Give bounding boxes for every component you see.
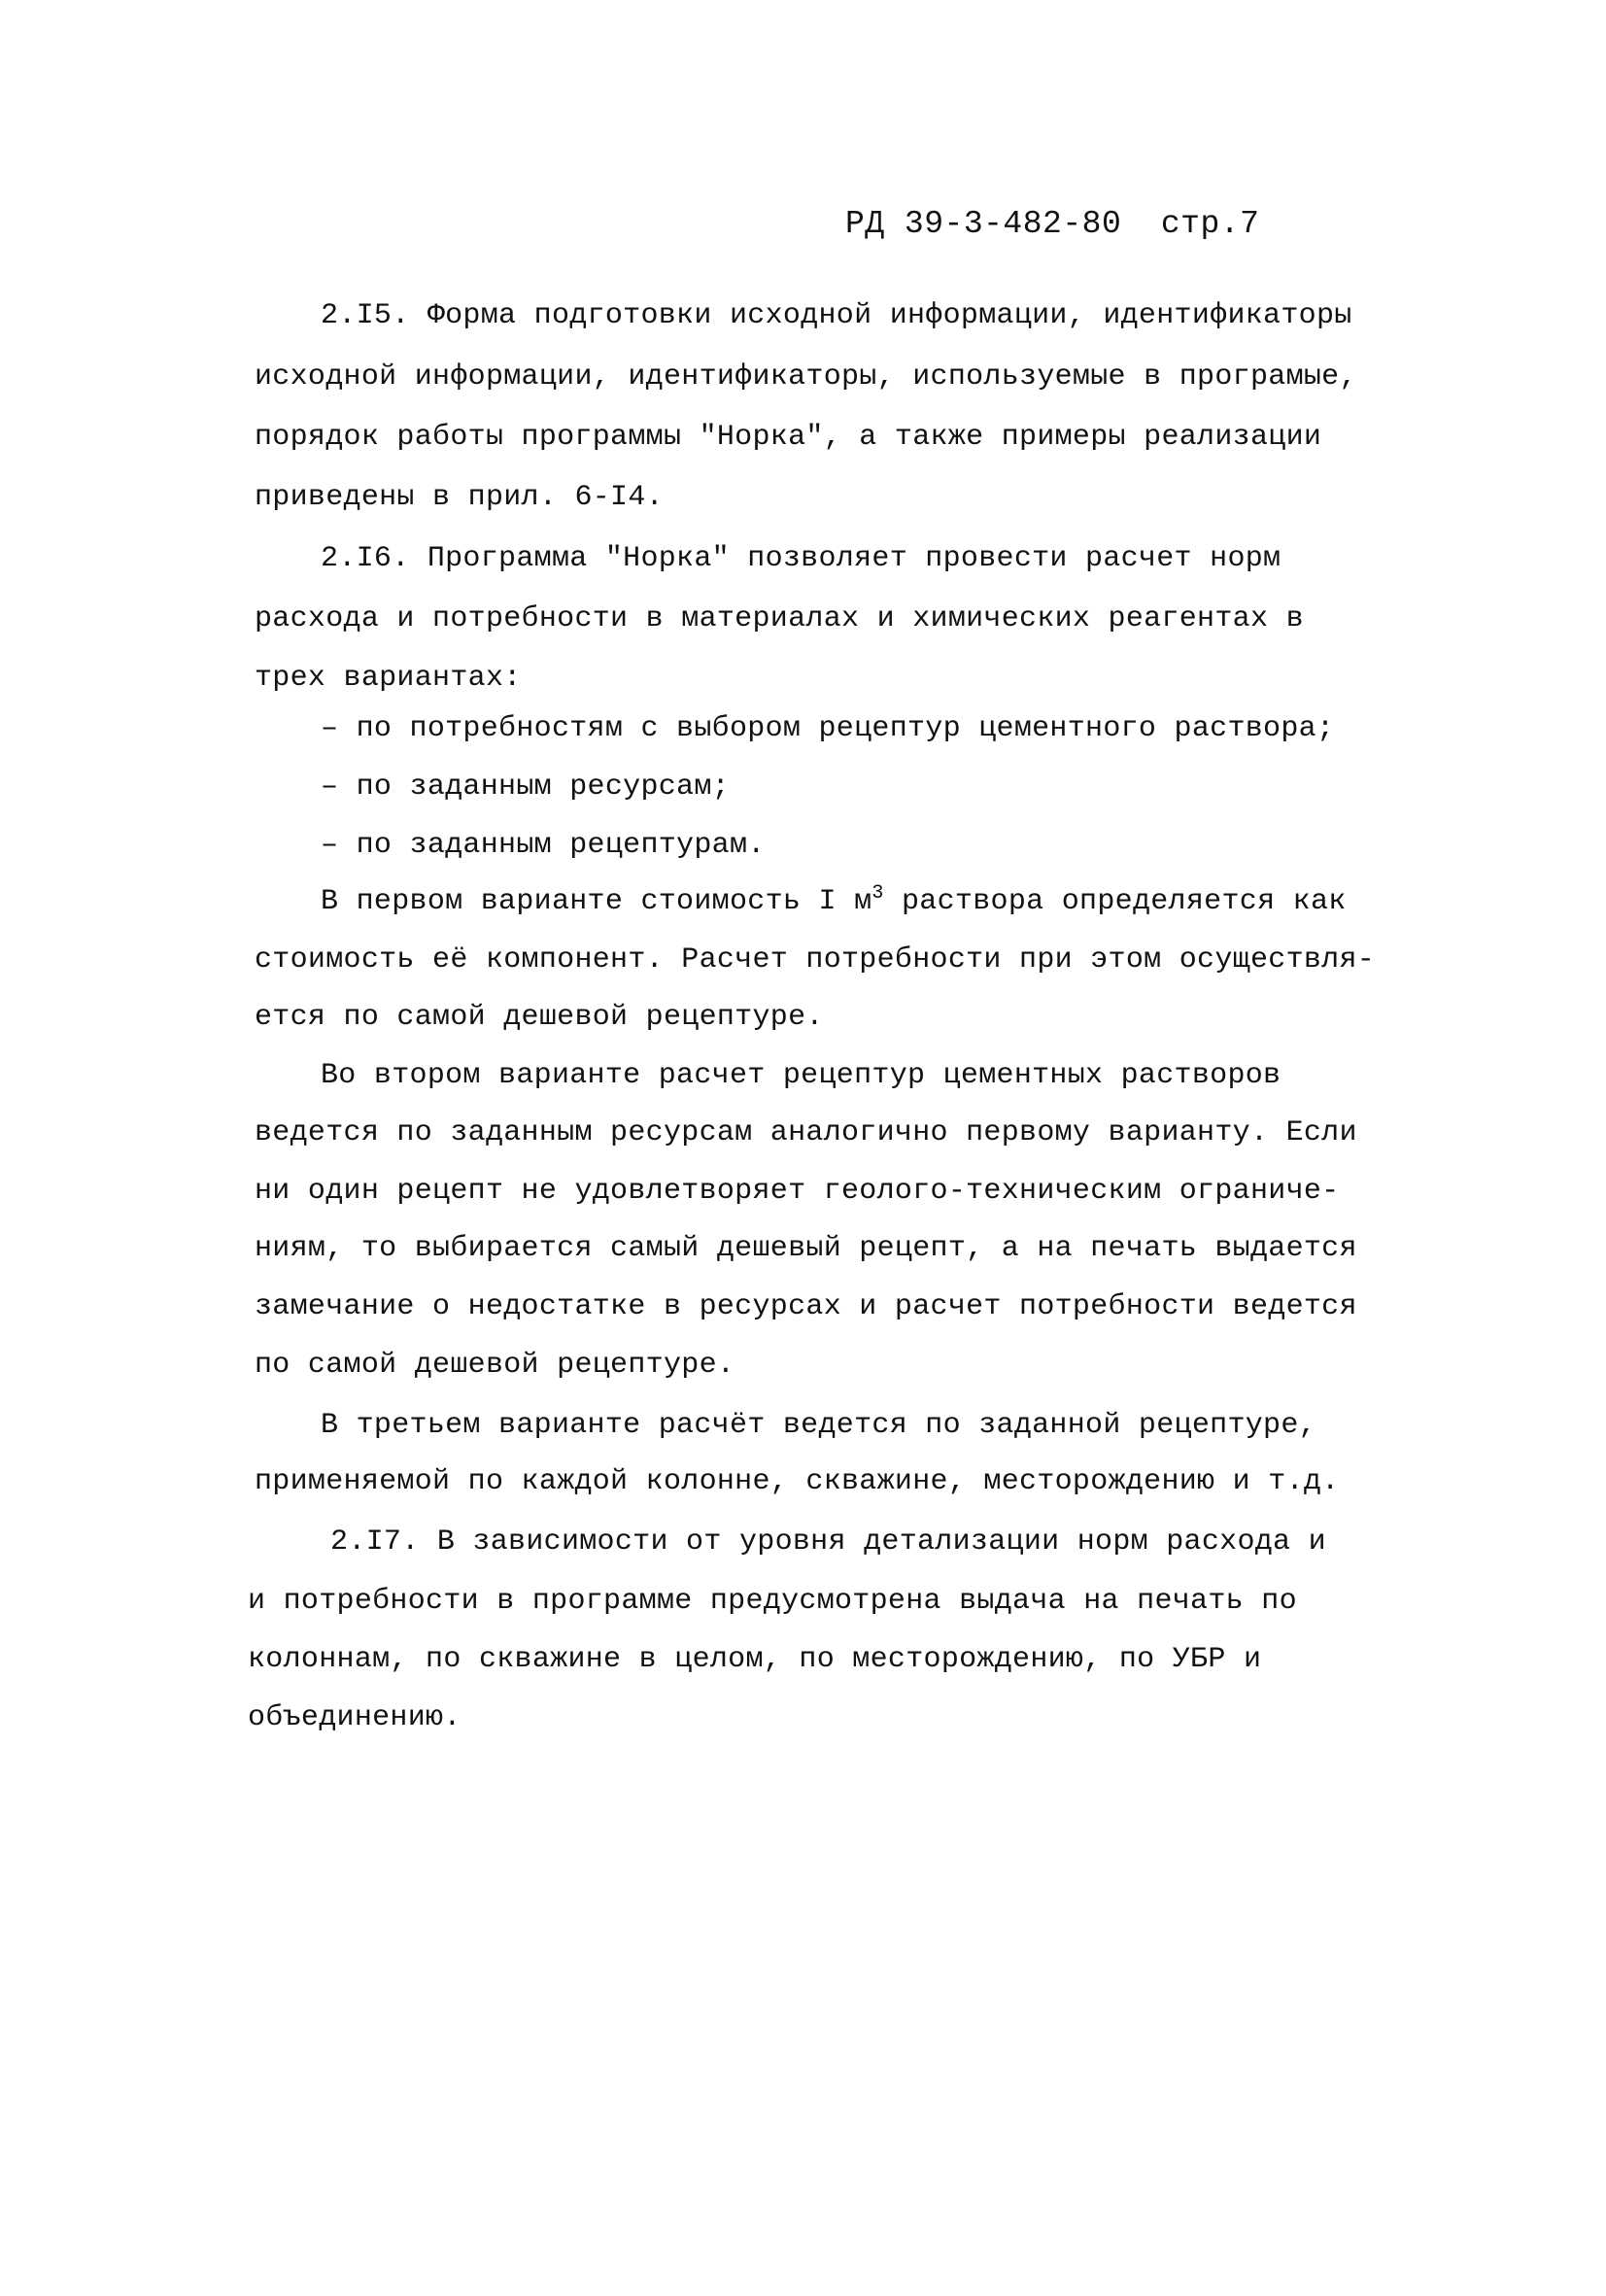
first-variant-line-1 [321, 882, 1347, 921]
second-variant-line-5: замечание о недостатке в ресурсах и расчет потребности ведется [255, 1290, 1357, 1323]
third-variant-line-2: применяемой по каждой колонне, скважине, месторождению и т.д. [255, 1465, 1340, 1498]
para-2-16-line-3: трех вариантах: [255, 662, 522, 695]
first-variant-line-1-pre: В первом варианте стоимость I м [321, 885, 872, 918]
para-2-16-line-2: расхода и потребности в материалах и химических реагентах в [255, 602, 1304, 635]
second-variant-line-2: ведется по заданным ресурсам аналогично первому варианту. Если [255, 1116, 1357, 1149]
para-2-15-line-1: 2.I5. Форма подготовки исходной информации, идентификаторы [321, 299, 1352, 332]
page-header [845, 206, 1259, 242]
para-2-17-line-3: колоннам, по скважине в целом, по месторождению, по УБР и [248, 1643, 1262, 1676]
para-2-15-line-2: исходной информации, идентификаторы, используемые в програмые, [255, 360, 1357, 394]
para-2-17-line-1: 2.I7. В зависимости от уровня детализации норм расхода и [330, 1525, 1326, 1559]
first-variant-line-3: ется по самой дешевой рецептуре. [255, 1001, 824, 1034]
para-2-17-line-4: объединению. [248, 1701, 461, 1734]
first-variant-line-1-post: раствора определяется как [883, 885, 1347, 918]
para-2-15-line-3: порядок работы программы "Норка", а также примеры реализации [255, 421, 1322, 454]
variant-item-1: – по потребностям с выбором рецептур цементного раствора; [321, 712, 1335, 745]
variant-item-3: – по заданным рецептурам. [321, 829, 766, 862]
second-variant-line-4: ниям, то выбирается самый дешевый рецепт, а на печать выдается [255, 1232, 1357, 1265]
page-number: стр.7 [1160, 206, 1260, 242]
first-variant-line-2: стоимость её компонент. Расчет потребности при этом осуществля- [255, 943, 1376, 977]
para-2-17-line-2: и потребности в программе предусмотрена выдача на печать по [248, 1585, 1297, 1618]
second-variant-line-3: ни один рецепт не удовлетворяет геолого-техническим ограниче- [255, 1175, 1340, 1208]
cubic-superscript: 3 [871, 882, 884, 905]
para-2-15-line-4: приведены в прил. 6-I4. [255, 481, 664, 514]
second-variant-line-1: Во втором варианте расчет рецептур цементных растворов [321, 1059, 1281, 1092]
variant-item-2: – по заданным ресурсам; [321, 771, 730, 804]
second-variant-line-6: по самой дешевой рецептуре. [255, 1349, 735, 1382]
third-variant-line-1: В третьем варианте расчёт ведется по заданной рецептуре, [321, 1409, 1316, 1442]
para-2-16-line-1: 2.I6. Программа "Норка" позволяет провести расчет норм [321, 542, 1281, 575]
document-code: РД 39-3-482-80 [845, 206, 1122, 242]
